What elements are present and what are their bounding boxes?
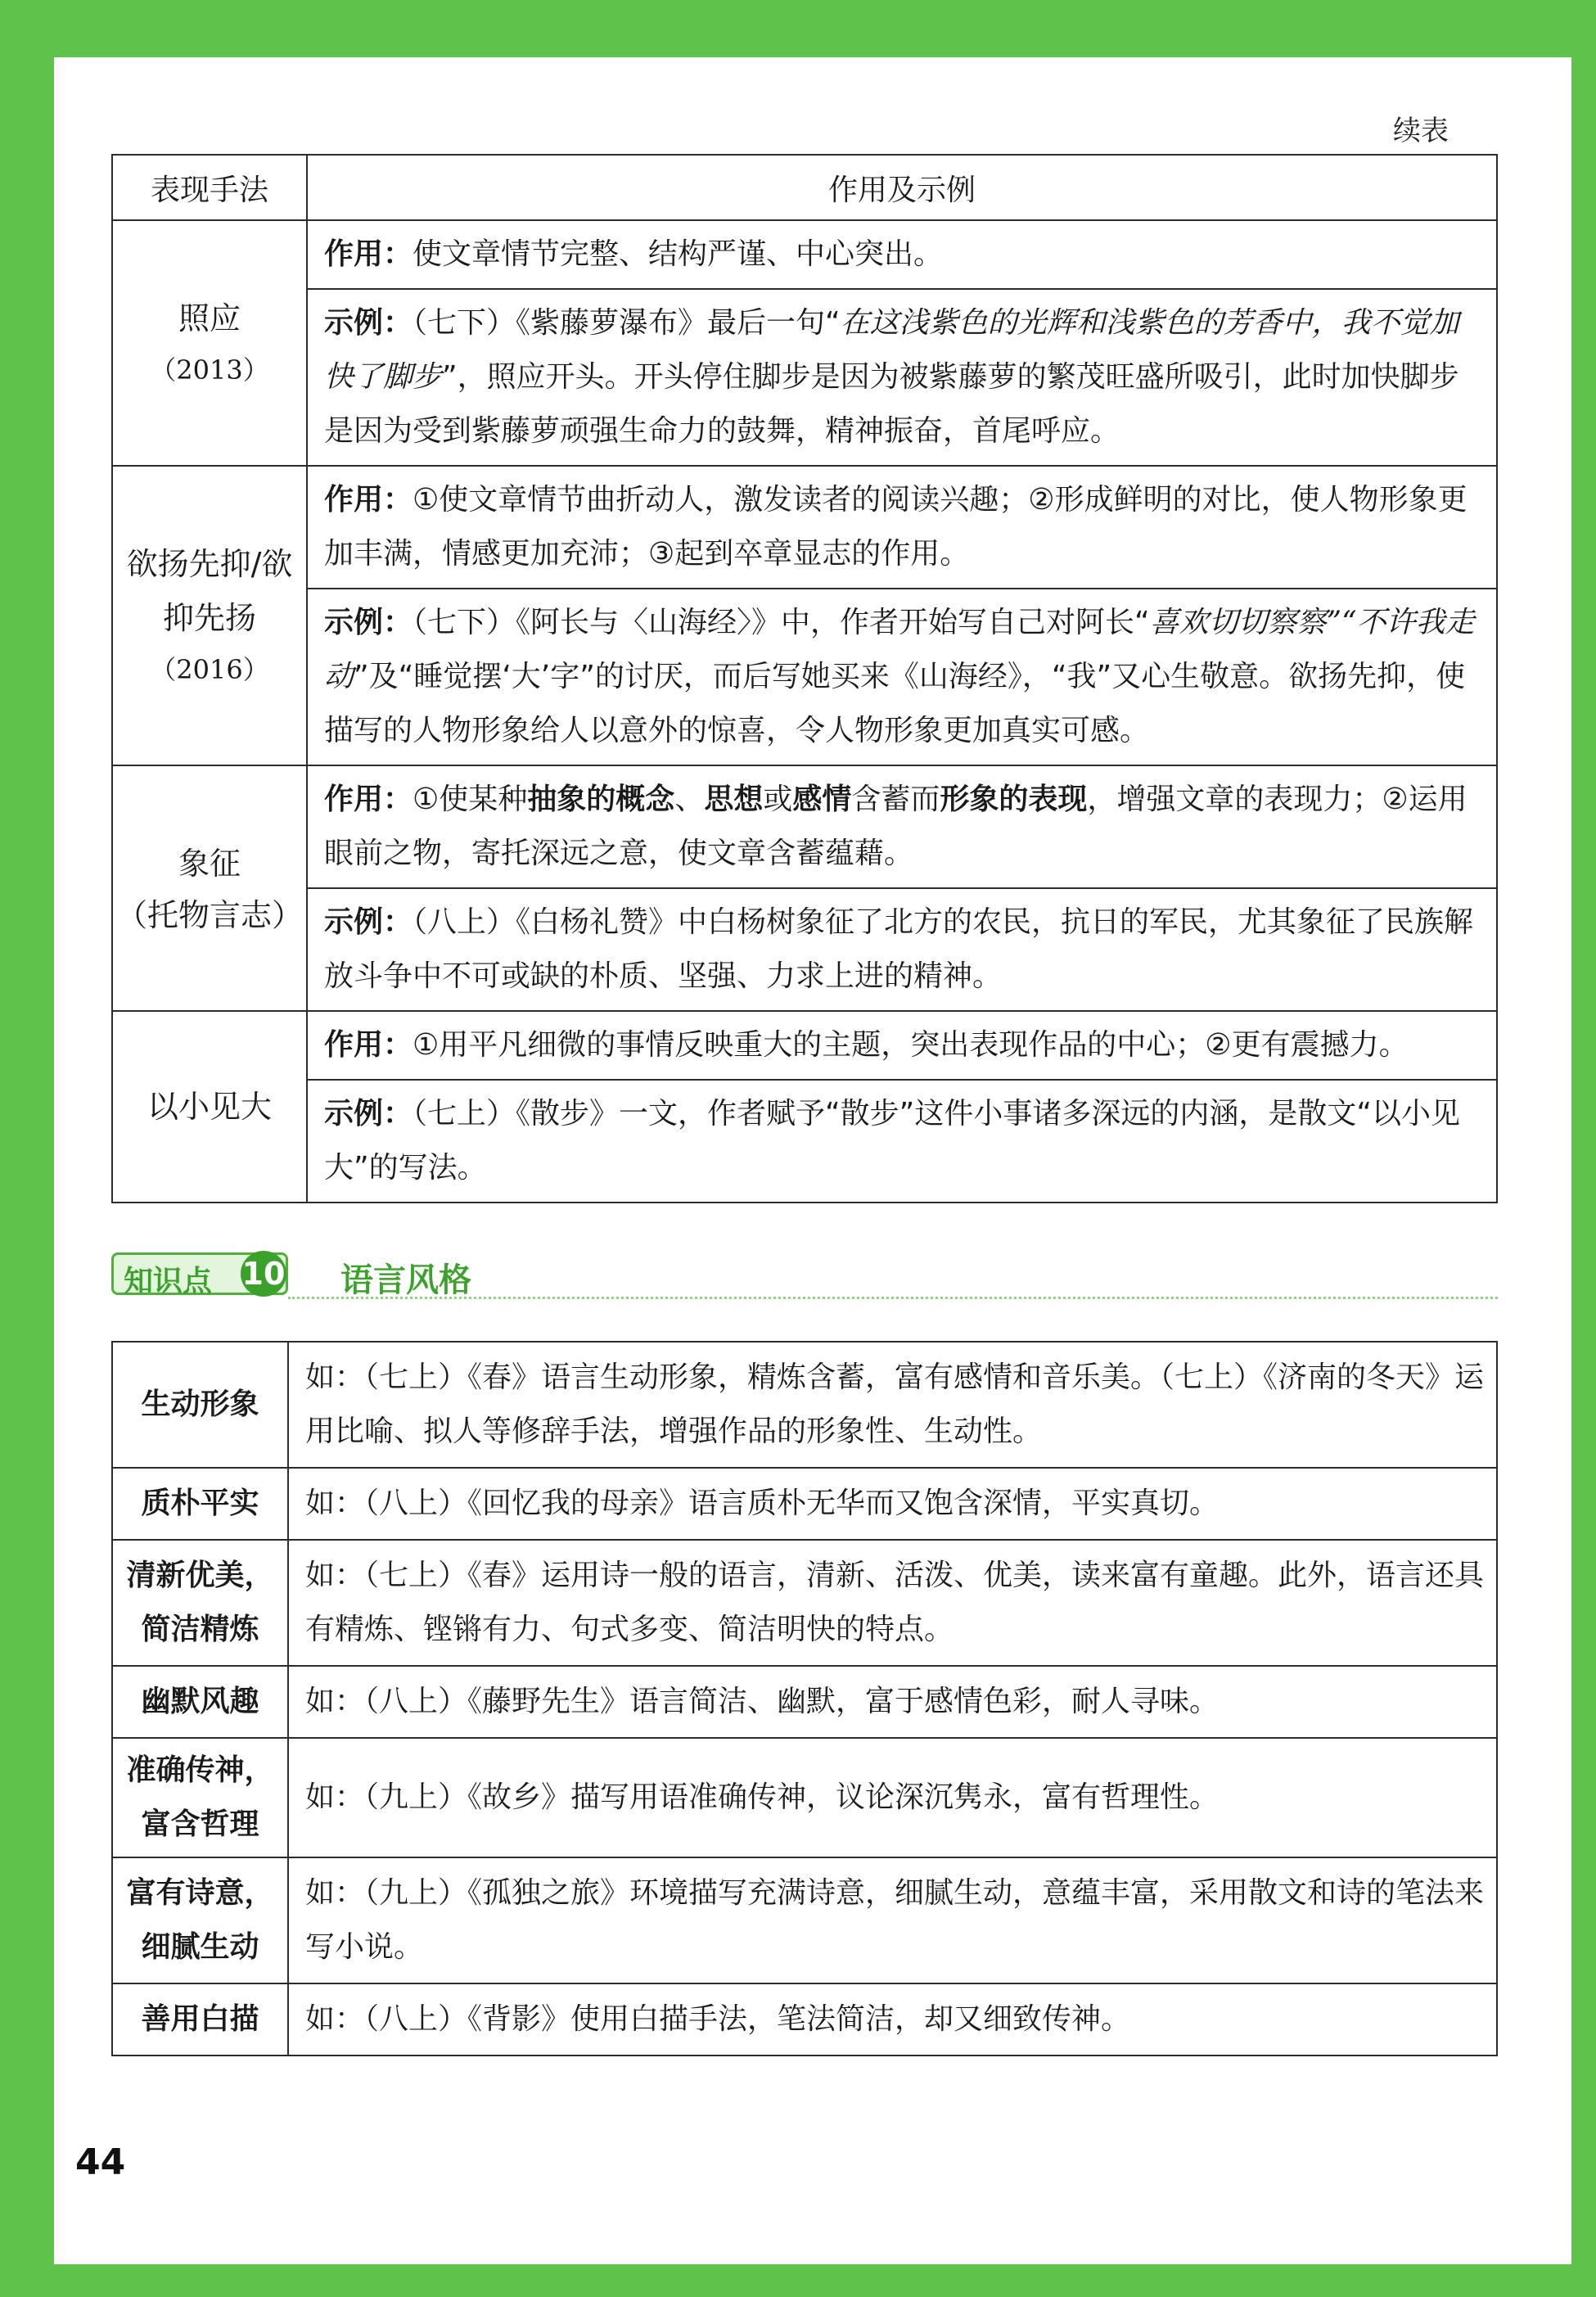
effect-text: ①使某种	[413, 783, 528, 816]
page	[54, 57, 1571, 2264]
style-name: 富有诗意，细腻生动	[112, 1857, 288, 1983]
table-row	[112, 765, 1497, 888]
example-label: 示例：	[324, 905, 413, 939]
example-label: 示例：	[324, 606, 413, 639]
effect-label: 作用：	[324, 783, 413, 816]
example-cell	[307, 289, 1497, 466]
table-row	[112, 1011, 1497, 1080]
effect-keyword: 形象的表现	[940, 783, 1088, 816]
example-text: （七上）《散步》一文，作者赋予“散步”这件小事诸多深远的内涵，是散文“以小见大”的写法。	[324, 1097, 1460, 1185]
style-name: 质朴平实	[112, 1468, 288, 1540]
style-description: 如：（八上）《背影》使用白描手法，笔法简洁，却又细致传神。	[288, 1983, 1497, 2056]
style-description: 如：（九上）《故乡》描写用语准确传神，议论深沉隽永，富有哲理性。	[288, 1738, 1497, 1857]
table-header-row	[112, 155, 1497, 220]
heading-divider	[288, 1297, 1498, 1299]
table-row	[112, 1540, 1497, 1666]
example-label: 示例：	[324, 306, 413, 340]
header-effect-example: 作用及示例	[307, 155, 1497, 220]
effect-label: 作用：	[324, 237, 413, 271]
effect-text: 使文章情节完整、结构严谨、中心突出。	[413, 237, 944, 271]
table-row	[112, 1738, 1497, 1857]
knowledge-point-label: 知识点	[124, 1265, 213, 1298]
style-description: 如：（七上）《春》语言生动形象，精炼含蓄，富有感情和音乐美。（七上）《济南的冬天》运用比喻、拟人等修辞手法，增强作品的形象性、生动性。	[288, 1342, 1497, 1468]
effect-text: 、	[674, 783, 705, 816]
table-row	[112, 1983, 1497, 2056]
example-quote: 喜欢切切察察”“不许我走动	[324, 606, 1475, 693]
table-row	[112, 888, 1497, 1011]
table-row	[112, 220, 1497, 289]
technique-cell	[112, 1011, 307, 1203]
table-row	[112, 1857, 1497, 1983]
example-quote: 在这浅紫色的光辉和浅紫色的芳香中，我不觉加快了脚步	[324, 306, 1459, 394]
header-technique: 表现手法	[112, 155, 307, 220]
technique-name: 照应	[178, 300, 241, 336]
example-cell	[307, 1080, 1497, 1203]
technique-year: （2013）	[150, 354, 269, 386]
technique-cell	[112, 466, 307, 765]
example-text-end: ”及“睡觉摆‘大’字”的讨厌，而后写她买来《山海经》，“我”又心生敬意。欲扬先抑，使描写的人物形象给人以意外的惊喜，令人物形象更加真实可感。	[324, 660, 1466, 747]
table-row	[112, 1468, 1497, 1540]
style-description: 如：（八上）《回忆我的母亲》语言质朴无华而又饱含深情，平实真切。	[288, 1468, 1497, 1540]
effect-label: 作用：	[324, 483, 413, 517]
page-number: 44	[75, 2141, 126, 2183]
style-name: 善用白描	[112, 1983, 288, 2056]
table-row	[112, 466, 1497, 589]
technique-name: 以小见大	[147, 1089, 272, 1125]
style-description: 如：（九上）《孤独之旅》环境描写充满诗意，细腻生动，意蕴丰富，采用散文和诗的笔法来写小说。	[288, 1857, 1497, 1983]
example-text-end: ”，照应开头。开头停住脚步是因为被紫藤萝的繁茂旺盛所吸引，此时加快脚步是因为受到紫藤萝顽强生命力的鼓舞，精神振奋，首尾呼应。	[324, 360, 1459, 448]
technique-year: （2016）	[150, 654, 269, 685]
table-row	[112, 289, 1497, 466]
example-text: （八上）《白杨礼赞》中白杨树象征了北方的农民，抗日的军民，尤其象征了民族解放斗争中不可或缺的朴质、坚强、力求上进的精神。	[324, 905, 1474, 993]
style-name: 清新优美，简洁精炼	[112, 1540, 288, 1666]
style-name: 幽默风趣	[112, 1666, 288, 1738]
example-cell	[307, 888, 1497, 1011]
table-row	[112, 1666, 1497, 1738]
technique-cell	[112, 765, 307, 1011]
effect-cell	[307, 466, 1497, 589]
effect-cell	[307, 220, 1497, 289]
effect-keyword: 思想	[704, 783, 764, 816]
effect-label: 作用：	[324, 1028, 413, 1062]
style-name: 准确传神，富含哲理	[112, 1738, 288, 1857]
example-label: 示例：	[324, 1097, 413, 1130]
effect-text: ①使文章情节曲折动人，激发读者的阅读兴趣；②形成鲜明的对比，使人物形象更加丰满，情感更加充沛；③起到卒章显志的作用。	[324, 483, 1468, 571]
technique-name: 象征	[178, 846, 241, 882]
technique-name: 欲扬先抑/欲抑先扬	[126, 546, 293, 636]
style-description: 如：（八上）《藤野先生》语言简洁、幽默，富于感情色彩，耐人寻味。	[288, 1666, 1497, 1738]
effect-keyword: 抽象的概念	[527, 783, 675, 816]
example-text: （七下）《紫藤萝瀑布》最后一句“	[413, 306, 841, 340]
technique-cell	[112, 220, 307, 466]
effect-text: ，增强文章的表现力；②运用眼前之物，寄托深远之意，使文章含蓄蕴藉。	[324, 783, 1468, 870]
table-row	[112, 589, 1497, 765]
style-description: 如：（七上）《春》运用诗一般的语言，清新、活泼、优美，读来富有童趣。此外，语言还具有精炼、铿锵有力、句式多变、简洁明快的特点。	[288, 1540, 1497, 1666]
techniques-table	[111, 154, 1498, 1203]
example-cell	[307, 589, 1497, 765]
effect-keyword: 感情	[792, 783, 852, 816]
effect-cell	[307, 1011, 1497, 1080]
continued-label: 续表	[1393, 115, 1449, 147]
table-row	[112, 1342, 1497, 1468]
effect-text: 或	[763, 783, 793, 816]
effect-text: ①用平凡细微的事情反映重大的主题，突出表现作品的中心；②更有震撼力。	[413, 1028, 1409, 1062]
knowledge-point-title: 语言风格	[340, 1261, 471, 1299]
style-name: 生动形象	[112, 1342, 288, 1468]
table-row	[112, 1080, 1497, 1203]
example-text: （七下）《阿长与〈山海经〉》中，作者开始写自己对阿长“	[413, 606, 1150, 639]
effect-cell	[307, 765, 1497, 888]
technique-subtitle: （托物言志）	[115, 897, 303, 933]
effect-text: 含蓄而	[851, 783, 940, 816]
knowledge-point-number: 10	[241, 1251, 286, 1297]
knowledge-point-heading	[111, 1252, 1498, 1298]
language-style-table	[111, 1341, 1498, 2056]
